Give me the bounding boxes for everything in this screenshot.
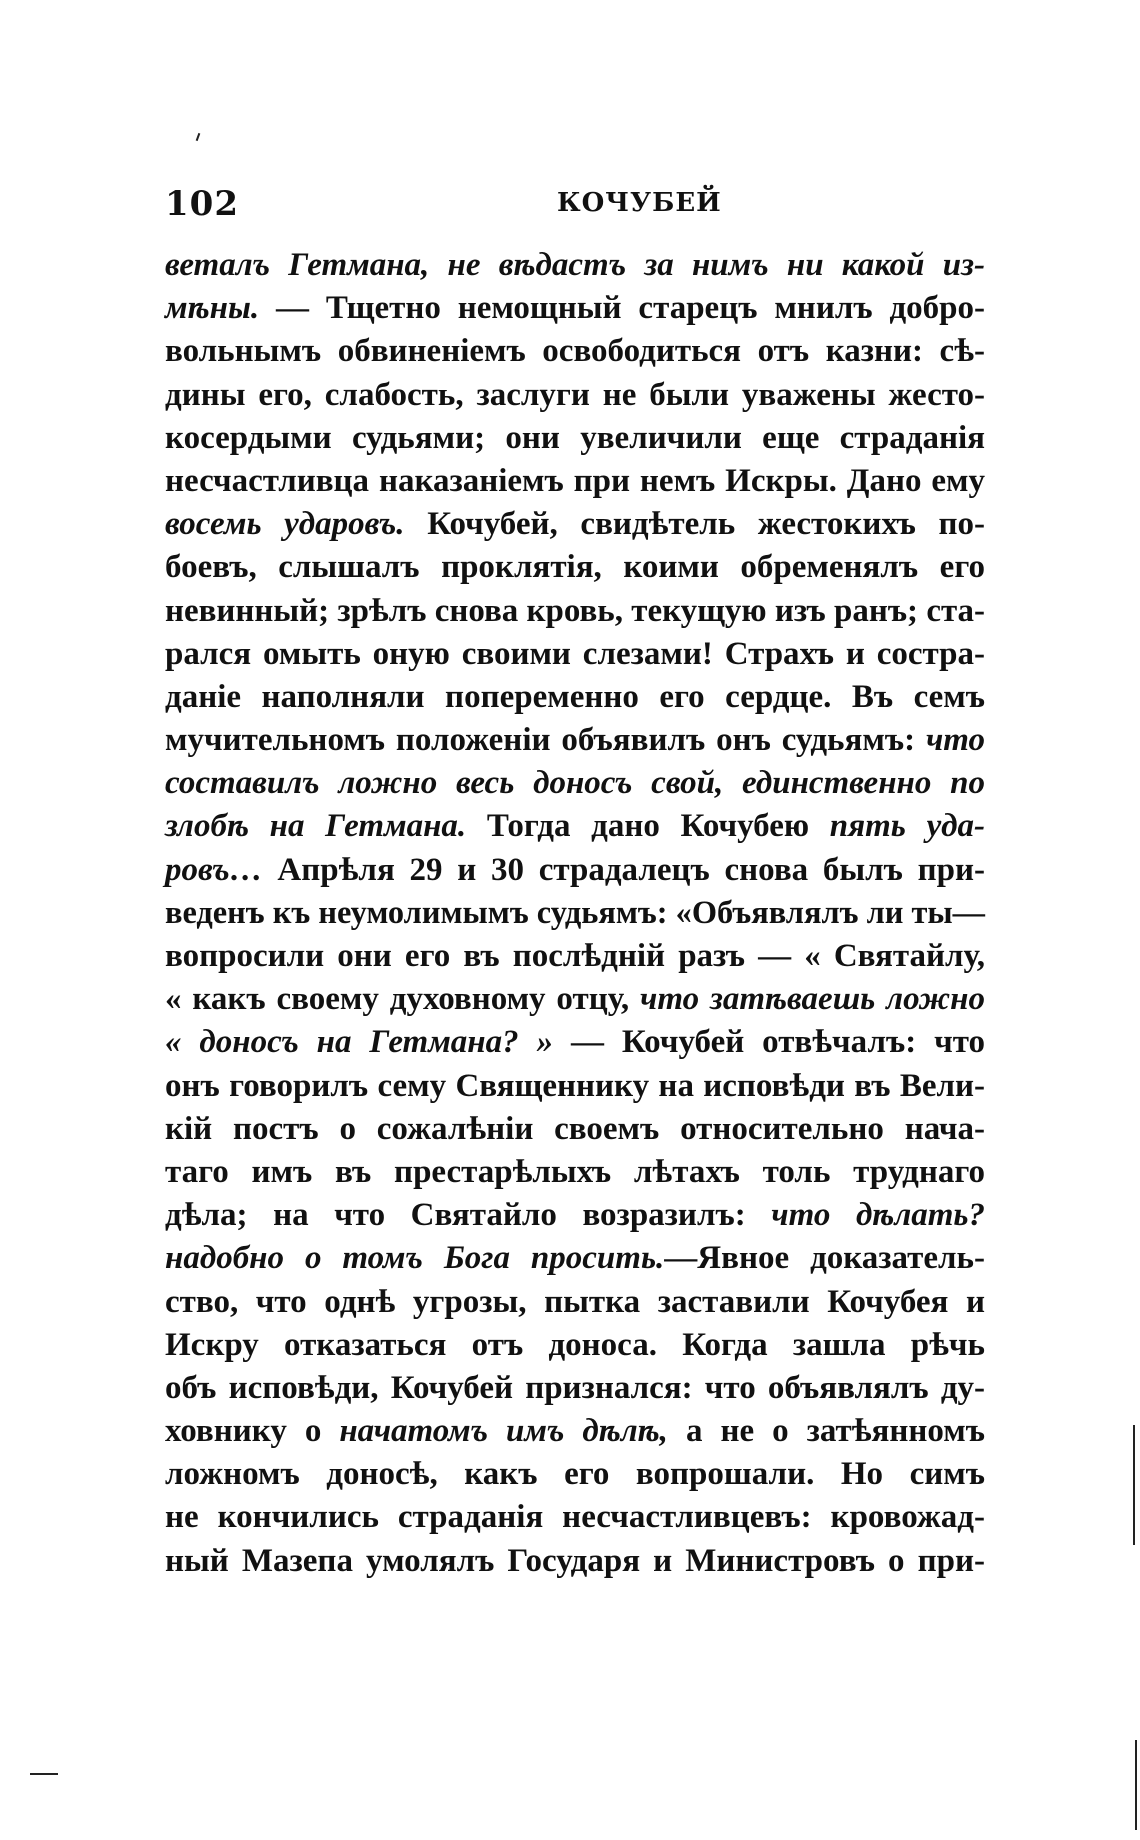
scan-mark-top: [196, 133, 201, 141]
text-line: [165, 1367, 985, 1410]
text-line: [165, 892, 985, 935]
text-segment: — Тщетно немощный старецъ мнилъ добро-: [259, 290, 985, 327]
text-line: [165, 546, 985, 589]
text-segment: вольнымъ обвиненіемъ освободиться отъ казни: сѣ-: [165, 333, 985, 370]
text-line: [165, 287, 985, 330]
text-line: [165, 849, 985, 892]
text-line: [165, 460, 985, 503]
text-line: [165, 1194, 985, 1237]
text-line: [165, 1324, 985, 1367]
italic-text-segment: что дѣлать?: [771, 1197, 986, 1234]
text-line: [165, 503, 985, 546]
text-line: [165, 1496, 985, 1539]
text-line: [165, 1281, 985, 1324]
text-segment: а не о затѣянномъ: [667, 1413, 985, 1450]
text-line: [165, 1151, 985, 1194]
text-line: [165, 590, 985, 633]
italic-text-segment: что затѣваешь ложно: [640, 981, 985, 1018]
text-segment: Апрѣля 29 и 30 страдалецъ снова былъ при-: [262, 851, 985, 888]
body-text: [165, 244, 985, 1583]
text-segment: мучительномъ положеніи объявилъ онъ судьямъ:: [165, 722, 926, 759]
italic-text-segment: составилъ ложно весь доносъ свой, единственно по: [165, 765, 985, 802]
running-title: КОЧУБЕЙ: [557, 188, 722, 218]
text-segment: ство, что однѣ угрозы, пытка заставили Кочубея и: [165, 1283, 985, 1320]
running-head: [165, 184, 985, 234]
text-line: [165, 633, 985, 676]
text-segment: — Кочубей отвѣчалъ: что: [553, 1024, 986, 1061]
text-segment: объ исповѣди, Кочубей признался: что объявлялъ ду-: [165, 1369, 985, 1406]
italic-text-segment: « доносъ на Гетмана? »: [165, 1024, 554, 1061]
italic-text-segment: мѣны.: [165, 290, 260, 327]
italic-text-segment: веталъ Гетмана, не вѣдастъ за нимъ ни какой из-: [165, 247, 985, 283]
italic-text-segment: злобѣ на Гетмана.: [165, 808, 467, 845]
text-segment: ложномъ доносѣ, какъ его вопрошали. Но симъ: [165, 1456, 985, 1493]
text-line: [165, 719, 985, 762]
text-line: [165, 676, 985, 719]
text-line: [165, 330, 985, 373]
text-segment: Тогда дано Кочубею: [466, 808, 830, 845]
text-segment: несчастливца наказаніемъ при немъ Искры. Дано ему: [165, 462, 985, 499]
text-segment: Кочубей, свидѣтель жестокихъ по-: [404, 506, 985, 543]
text-line: [165, 1108, 985, 1151]
text-line: [165, 1540, 985, 1583]
text-segment: веденъ къ неумолимымъ судьямъ: «Объявлялъ ли ты—: [165, 894, 985, 931]
scan-mark-right-edge-lower: [1135, 1740, 1137, 1830]
page-number: 102: [165, 184, 239, 224]
text-line: [165, 1410, 985, 1453]
text-segment: дины его, слабость, заслуги не были уважены жесто-: [165, 376, 985, 413]
italic-text-segment: пять уда-: [829, 808, 985, 845]
text-segment: онъ говорилъ сему Священнику на исповѣди въ Вели-: [165, 1067, 985, 1104]
scan-mark-left: [30, 1773, 58, 1775]
italic-text-segment: начатомъ имъ дѣлѣ,: [339, 1413, 668, 1450]
italic-text-segment: что: [925, 722, 985, 759]
text-segment: дѣла; на что Святайло возразилъ:: [165, 1197, 772, 1234]
text-line: [165, 1021, 985, 1064]
text-line: [165, 244, 985, 287]
text-segment: боевъ, слышалъ проклятія, коими обременялъ его: [165, 549, 985, 586]
text-segment: ный Мазепа умолялъ Государя и Министровъ о при-: [165, 1542, 985, 1579]
text-segment: Искру отказаться отъ доноса. Когда зашла рѣчь: [165, 1326, 985, 1363]
text-segment: таго имъ въ престарѣлыхъ лѣтахъ толь труднаго: [165, 1153, 985, 1190]
text-line: [165, 935, 985, 978]
italic-text-segment: надобно о томъ Бога просить.: [165, 1240, 665, 1277]
text-line: [165, 978, 985, 1021]
text-segment: невинный; зрѣлъ снова кровь, текущую изъ ранъ; ста-: [165, 592, 985, 629]
text-segment: —Явное доказатель-: [664, 1240, 985, 1277]
text-segment: не кончились страданія несчастливцевъ: кровожад-: [165, 1499, 985, 1536]
text-segment: « какъ своему духовному отцу,: [165, 981, 641, 1018]
text-segment: рался омыть оную своими слезами! Страхъ и состра-: [165, 635, 985, 672]
scan-mark-right-edge: [1133, 1425, 1135, 1545]
text-segment: кій постъ о сожалѣніи своемъ относительно нача-: [165, 1110, 985, 1147]
text-line: [165, 1065, 985, 1108]
text-segment: даніе наполняли попеременно его сердце. Въ семъ: [165, 678, 985, 715]
text-line: [165, 374, 985, 417]
text-segment: ховнику о: [165, 1413, 340, 1450]
italic-text-segment: ровъ…: [165, 851, 263, 888]
text-line: [165, 1237, 985, 1280]
italic-text-segment: восемь ударовъ.: [165, 506, 405, 543]
text-line: [165, 762, 985, 805]
text-line: [165, 805, 985, 848]
text-line: [165, 417, 985, 460]
text-segment: косердыми судьями; они увеличили еще страданія: [165, 419, 985, 456]
text-line: [165, 1453, 985, 1496]
text-segment: вопросили они его въ послѣдній разъ — « Святайлу,: [165, 938, 985, 974]
